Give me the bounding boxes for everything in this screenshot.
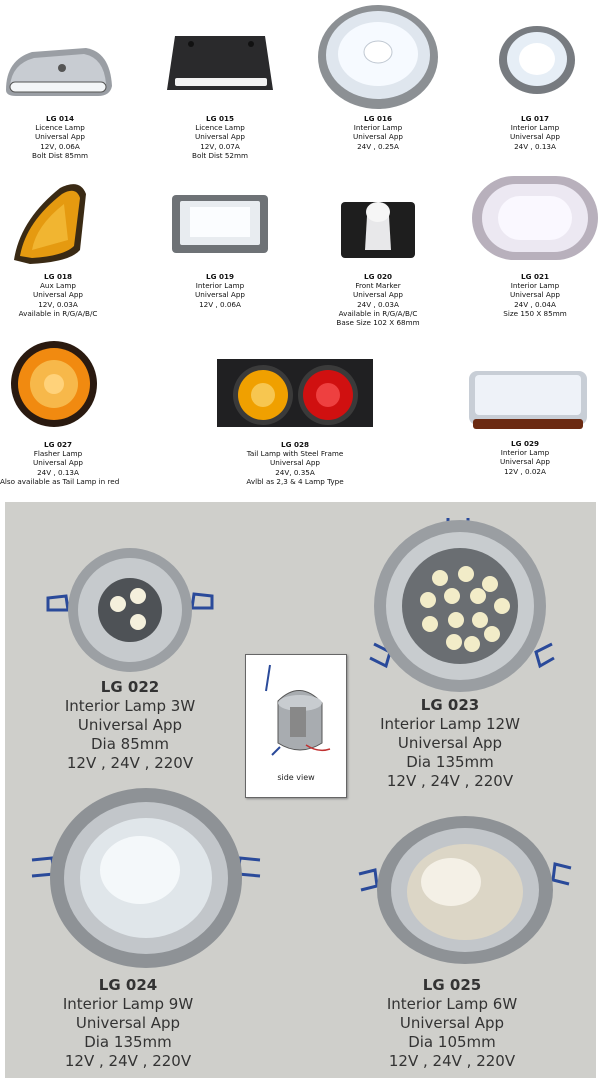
product-line: Universal App: [397, 734, 503, 752]
product-code: LG 022: [100, 678, 160, 696]
product-code: LG 014: [46, 114, 74, 123]
product-line: Interior Lamp: [510, 123, 560, 133]
product-caption-lg023: [360, 696, 540, 791]
product-line: Base Size 102 X 68mm: [336, 318, 420, 328]
licence-lamp-lg015-image: [165, 30, 275, 100]
product-line: Universal App: [77, 716, 183, 734]
product-line: Aux Lamp: [40, 281, 76, 291]
product-line: Licence Lamp: [35, 123, 85, 133]
product-code: LG 021: [521, 272, 549, 281]
product-line: Universal App: [35, 132, 85, 142]
product-line: 12V , 24V , 220V: [66, 754, 194, 772]
product-line: Available in R/G/A/B/C: [338, 308, 418, 318]
product-caption-lg021: [475, 272, 595, 318]
product-code: LG 020: [364, 272, 392, 281]
product-line: 12V, 0.03A: [38, 299, 78, 309]
product-code: LG 015: [206, 114, 234, 123]
product-caption-lg015: [160, 114, 280, 160]
product-code: LG 023: [420, 696, 480, 714]
product-caption-lg027: [0, 440, 120, 486]
product-line: Universal App: [399, 1014, 505, 1032]
product-line: Interior Lamp: [353, 123, 403, 133]
product-caption-lg014: [0, 114, 120, 160]
tail-lamp-lg028-image: [217, 357, 373, 429]
interior-lamp-lg016-image: [316, 2, 440, 112]
product-line: Interior Lamp 9W: [62, 995, 194, 1013]
product-line: 12V, 0.07A: [200, 141, 240, 151]
product-line: Universal App: [510, 290, 560, 300]
product-code: LG 027: [44, 440, 72, 449]
product-line: 24V , 0.03A: [357, 299, 399, 309]
downlight-lg022-image: [40, 548, 220, 678]
product-line: Universal App: [33, 458, 83, 468]
product-line: Available in R/G/A/B/C: [18, 308, 98, 318]
product-caption-lg025: [362, 976, 542, 1071]
product-line: Licence Lamp: [195, 123, 245, 133]
product-line: 24V , 0.13A: [514, 141, 556, 151]
product-line: Size 150 X 85mm: [503, 308, 567, 318]
product-line: Dia 85mm: [91, 735, 169, 753]
product-line: Universal App: [270, 458, 320, 468]
flasher-lamp-lg027-image: [10, 340, 98, 428]
product-caption-lg019: [160, 272, 280, 309]
product-code: LG 016: [364, 114, 392, 123]
interior-lamp-lg029-image: [467, 367, 589, 433]
product-line: 12V , 24V , 220V: [388, 1052, 516, 1070]
product-code: LG 028: [281, 440, 309, 449]
product-line: Tail Lamp with Steel Frame: [246, 449, 344, 459]
product-line: 24V , 0.25A: [357, 141, 399, 151]
downlight-lg025-image: [355, 812, 575, 972]
product-line: Bolt Dist 85mm: [32, 150, 88, 160]
product-code: LG 018: [44, 272, 72, 281]
product-line: Universal App: [500, 457, 550, 467]
product-line: 24V, 0.35A: [275, 467, 315, 477]
product-line: Bolt Dist 52mm: [192, 150, 248, 160]
downlight-lg023-image: [368, 516, 556, 696]
product-line: Universal App: [353, 132, 403, 142]
product-line: Interior Lamp: [510, 281, 560, 291]
product-code: LG 025: [422, 976, 482, 994]
licence-lamp-lg014-image: [2, 40, 114, 100]
interior-lamp-lg019-image: [170, 193, 270, 257]
product-code: LG 024: [98, 976, 158, 994]
product-caption-lg016: [318, 114, 438, 151]
product-line: 12V , 0.06A: [199, 299, 241, 309]
product-caption-lg028: [230, 440, 360, 486]
front-marker-lg020-image: [337, 188, 419, 260]
product-line: Universal App: [195, 132, 245, 142]
side-view-label: side view: [277, 773, 315, 782]
product-line: 12V , 24V , 220V: [386, 772, 514, 790]
product-line: Universal App: [353, 290, 403, 300]
product-line: Dia 135mm: [406, 753, 494, 771]
interior-lamp-lg021-image: [470, 166, 600, 266]
product-line: 24V , 0.04A: [514, 299, 556, 309]
downlight-lg024-image: [28, 786, 264, 976]
product-line: Dia 135mm: [84, 1033, 172, 1051]
product-caption-lg018: [0, 272, 116, 318]
product-caption-lg029: [465, 439, 585, 476]
product-caption-lg022: [40, 678, 220, 773]
product-line: Interior Lamp 12W: [380, 715, 520, 733]
product-code: LG 017: [521, 114, 549, 123]
product-caption-lg017: [475, 114, 595, 151]
product-line: 24V , 0.13A: [37, 467, 79, 477]
product-line: 12V , 24V , 220V: [64, 1052, 192, 1070]
product-line: Avlbl as 2,3 & 4 Lamp Type: [246, 476, 344, 486]
product-caption-lg020: [318, 272, 438, 327]
product-line: Interior Lamp 6W: [386, 995, 518, 1013]
interior-lamp-lg017-image: [497, 24, 577, 96]
product-line: 12V , 0.02A: [504, 466, 546, 476]
product-line: Interior Lamp: [500, 448, 550, 458]
product-code: LG 029: [511, 439, 539, 448]
product-line: Universal App: [510, 132, 560, 142]
product-line: Dia 105mm: [408, 1033, 496, 1051]
product-line: Universal App: [195, 290, 245, 300]
side-view-box: [245, 654, 347, 798]
product-line: 12V, 0.06A: [40, 141, 80, 151]
product-line: Also available as Tail Lamp in red: [0, 476, 120, 486]
product-line: Universal App: [75, 1014, 181, 1032]
product-line: Front Marker: [355, 281, 401, 291]
product-line: Interior Lamp: [195, 281, 245, 291]
product-code: LG 019: [206, 272, 234, 281]
product-line: Interior Lamp 3W: [64, 697, 196, 715]
aux-lamp-lg018-image: [10, 180, 90, 266]
product-line: Universal App: [33, 290, 83, 300]
downlight-side-view-image: [260, 661, 332, 761]
product-line: Flasher Lamp: [33, 449, 83, 459]
product-caption-lg024: [38, 976, 218, 1071]
